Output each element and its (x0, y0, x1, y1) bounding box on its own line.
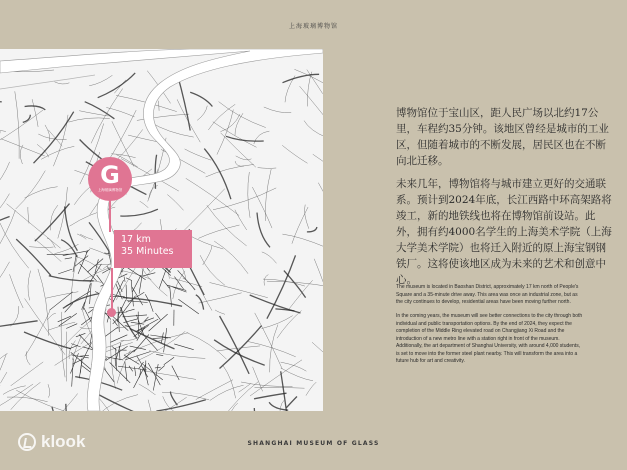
zh-p1-line: 区，但随着城市的不断发展，居民区也在不断 (396, 139, 606, 151)
zh-p2-line: 未来几年，博物馆将与城市建立更好的交通联 (396, 178, 606, 190)
peoples-square-marker (107, 308, 116, 317)
footer-title: SHANGHAI MUSEUM OF GLASS (247, 440, 380, 447)
zh-p1-line: 里，车程约35分钟。该地区曾经是城市的工业 (396, 123, 609, 135)
en-p2-line: Additionally, the art department of Shanghai University, with around 4,000 students, (396, 343, 581, 349)
zh-p2-line: 系。预计到2024年底，长江西路中环高架路将 (396, 194, 612, 206)
en-p2-line: In the coming years, the museum will see better connections to the city through both (396, 313, 583, 319)
badge-sub-label: 上海玻璃博物馆 (97, 188, 123, 192)
zh-p2-line: 铁厂。这将使该地区成为未来的艺术和创意中 (396, 258, 606, 270)
en-p1-line: the city continues to develop, residential areas have been moving further north. (396, 299, 571, 305)
zh-p2-line: 外，拥有约4000名学生的上海美术学院（上海 (396, 226, 612, 238)
zh-p2-line: 竣工，新的地铁线也将在博物馆前设站。此 (396, 210, 596, 222)
city-map (0, 49, 323, 411)
distance-value: 17 km (121, 234, 151, 245)
zh-p1-line: 向北迁移。 (396, 155, 449, 167)
distance-connector-line (111, 268, 113, 312)
distance-callout (114, 230, 192, 268)
zh-p2-line: 心。 (396, 274, 417, 286)
chinese-paragraph-2 (396, 176, 627, 288)
en-p2-line: is set to move into the former steel plant nearby. This will transform the area into a (396, 350, 578, 357)
klook-logo-text: klook (41, 432, 86, 451)
page-header-title: 上海玻璃博物馆 (288, 23, 338, 30)
english-paragraph-1 (396, 284, 627, 307)
en-p1-line: Square and a 35-minute drive away. This area was once an industrial zone, but as (396, 291, 578, 298)
en-p2-line: individual and public transportation options. By the end of 2024, they expect the (396, 320, 572, 327)
english-paragraph-2 (396, 313, 627, 366)
en-p1-line: The museum is located in Baoshan District, approximately 17 km north of People's (396, 284, 579, 290)
en-p2-line: completion of the Middle Ring elevated road on Changjiang Xi Road and the (396, 328, 565, 334)
museum-location-badge (88, 157, 132, 201)
en-p2-line: introduction of a new metro line with a station right in front of the museum. (396, 335, 560, 342)
zh-p1-line: 博物馆位于宝山区，距人民广场以北约17公 (396, 107, 599, 119)
en-p2-line: future hub for art and creativity. (396, 358, 465, 364)
chinese-paragraph-1 (396, 105, 627, 169)
badge-stem (109, 200, 111, 232)
badge-letter: G (100, 161, 120, 189)
zh-p2-line: 大学美术学院）也将迁入附近的原上海宝钢钢 (396, 242, 606, 254)
duration-value: 35 Minutes (121, 246, 174, 257)
